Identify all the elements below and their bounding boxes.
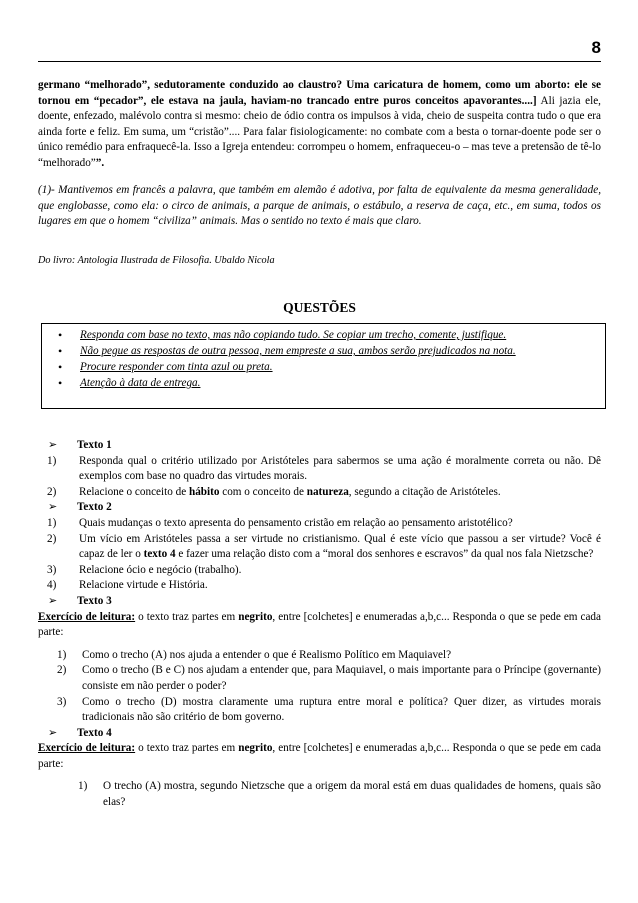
questions-title: QUESTÕES	[283, 300, 356, 315]
passage-bold: germano “melhorado”, sedutoramente conduzido ao claustro? Uma caricatura de homem, como um aborto: ele se tornou em “pecador”, ele estava na jaula, haviam-no trancado entre puros conceitos apavorantes....]	[38, 79, 601, 107]
question-item	[38, 563, 601, 579]
reading-exercise: Exercício de leitura: o texto traz partes em negrito, entre [colchetes] e enumeradas a,b,c... Responda o que se pede em cada parte:	[38, 610, 601, 639]
footnote: (1)- Mantivemos em francês a palavra, que também em alemão é adotiva, por falta de equivalente da mesma generalidade, que englobasse, como ela: o circo de animais, a parque de animais, o estábulo, a reserva de caça, etc., em suma, todos os lugares em que o homem “civiliza” animais. Mas o sentido no texto é mais que claro.	[38, 184, 601, 228]
question-item	[38, 663, 601, 694]
question-text: Como o trecho (A) nos ajuda a entender o que é Realismo Político em Maquiavel?	[82, 648, 452, 661]
arrow-bullet-icon: ➢	[48, 439, 58, 451]
arrow-bullet-icon: ➢	[48, 726, 58, 739]
page-number: 8	[591, 38, 601, 57]
question-number: 2)	[47, 532, 57, 545]
question-text: O trecho (A) mostra, segundo Nietzsche que a origem da moral está em duas qualidades de homens, quais são elas?	[103, 780, 601, 809]
question-text: Como o trecho (D) mostra claramente uma ruptura entre moral e política? Quer dizer, as virtudes morais tradicionais não são critério de bom governo.	[82, 695, 601, 724]
texto2-heading: ➢ Texto 2	[38, 500, 601, 516]
instruction-text: Não pegue as respostas de outra pessoa, nem empreste a sua, ambos serão prejudicados na nota.	[80, 345, 516, 357]
question-item: 2) Relacione o conceito de hábito com o conceito de natureza, segundo a citação de Aristóteles.	[38, 485, 601, 501]
questions-list	[38, 438, 601, 811]
question-item	[38, 516, 601, 532]
bullet-icon: •	[58, 328, 63, 342]
question-text: Como o trecho (B e C) nos ajudam a entender que, para Maquiavel, o mais importante para o Príncipe (governante) consiste em não perder o poder?	[82, 664, 601, 692]
question-text: Relacione virtude e História.	[79, 579, 208, 592]
question-item: 2) Um vício em Aristóteles passa a ser virtude no cristianismo. Qual é este vício que passou a ser virtude? Você é capaz de ler o texto 4 e fazer uma relação disto com a “moral dos senhores e escravos” da qual nos fala Nietzsche?	[47, 532, 601, 561]
header-rule	[38, 61, 601, 62]
question-number: 1)	[47, 454, 57, 467]
passage-paragraph	[38, 78, 601, 172]
passage-closing: ”.	[95, 156, 105, 169]
bullet-icon: •	[58, 376, 63, 390]
question-item	[38, 779, 601, 810]
arrow-bullet-icon: ➢	[48, 501, 58, 514]
question-item	[38, 578, 601, 594]
question-number: 3)	[47, 563, 57, 576]
instructions-box	[41, 323, 606, 409]
instruction-item	[42, 360, 605, 376]
instruction-text: Responda com base no texto, mas não copiando tudo. Se copiar um trecho, comente, justifique.	[80, 329, 507, 341]
question-number: 1)	[78, 780, 88, 793]
question-number: 2)	[57, 664, 67, 677]
question-text: Responda qual o critério utilizado por Aristóteles para sabermos se uma ação é moralmente correta ou não. Dê exemplos com base no quadro das virtudes morais.	[79, 454, 601, 483]
question-text: Relacione ócio e negócio (trabalho).	[79, 563, 242, 576]
bullet-icon: •	[58, 344, 63, 358]
question-item	[38, 454, 601, 485]
question-number: 3)	[57, 695, 67, 708]
texto1-heading: ➢ Texto 1	[38, 438, 601, 454]
instruction-text: Procure responder com tinta azul ou preta.	[80, 361, 273, 373]
instruction-item	[42, 328, 605, 344]
texto3-heading: ➢ Texto 3	[38, 594, 601, 610]
bullet-icon: •	[58, 360, 63, 374]
reading-exercise: Exercício de leitura: o texto traz partes em negrito, entre [colchetes] e enumeradas a,b,c... Responda o que se pede em cada parte:	[38, 742, 601, 770]
passage-normal: Ali jazia ele, doente, enfezado, malévolo contra si mesmo: cheio de ódio contra os impulsos à vida, cheio de suspeita contra tudo o que era ainda forte e feliz. Em suma, um “cristão”.... Para falar fisiologicamente: no combate com a besta o tornar-doente pode ser o único remédio para enfraquecê-la. Isso a Igreja entendeu: corrompeu o homem, enfraqueceu-o – mas teve a pretensão de tê-lo “melhorado”	[38, 94, 601, 169]
instruction-item	[42, 376, 605, 392]
question-item	[38, 695, 601, 726]
instruction-item	[42, 344, 605, 360]
question-number: 2)	[47, 485, 57, 498]
arrow-bullet-icon: ➢	[48, 594, 58, 607]
question-number: 1)	[57, 648, 67, 661]
instruction-text: Atenção à data de entrega.	[80, 377, 201, 389]
question-number: 1)	[47, 516, 57, 529]
question-item	[38, 648, 601, 664]
question-number: 4)	[47, 579, 57, 592]
source-citation: Do livro: Antologia Ilustrada de Filosofia. Ubaldo Nicola	[38, 255, 275, 266]
texto4-heading: ➢ Texto 4	[38, 726, 601, 742]
question-text: Quais mudanças o texto apresenta do pensamento cristão em relação ao pensamento aristotélico?	[79, 516, 513, 529]
